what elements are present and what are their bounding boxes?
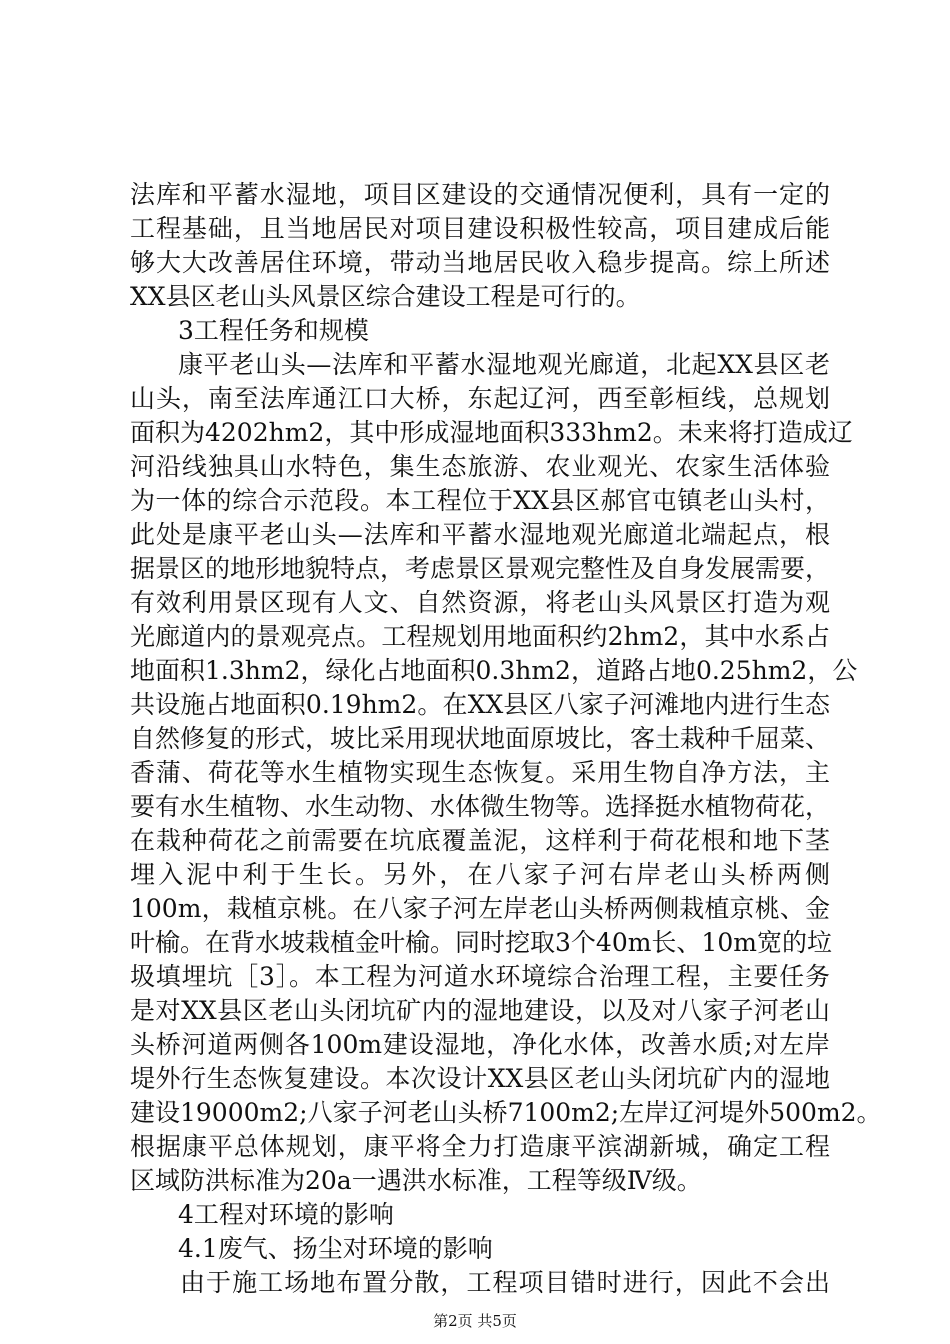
text-line: 圾填埋坑［3］。本工程为河道水环境综合治理工程，主要任务	[130, 962, 830, 991]
section-heading: 3工程任务和规模	[178, 316, 369, 345]
text-line: 在栽种荷花之前需要在坑底覆盖泥，这样利于荷花根和地下茎	[130, 826, 830, 855]
text-line: 光廊道内的景观亮点。工程规划用地面积约2hm2，其中水系占	[130, 622, 830, 651]
text-line: 面积为4202hm2，其中形成湿地面积333hm2。未来将打造成辽	[130, 418, 853, 447]
text-line: 据景区的地形地貌特点，考虑景区景观完整性及自身发展需要，	[130, 554, 831, 583]
text-line: 区域防洪标准为20a一遇洪水标准，工程等级Ⅳ级。	[130, 1166, 702, 1195]
text-line: 为一体的综合示范段。本工程位于XX县区郝官屯镇老山头村，	[130, 486, 830, 515]
text-line: 河沿线独具山水特色，集生态旅游、农业观光、农家生活体验	[130, 452, 830, 481]
text-line: XX县区老山头风景区综合建设工程是可行的。	[130, 282, 641, 311]
text-line: 法库和平蓄水湿地，项目区建设的交通情况便利，具有一定的	[130, 180, 830, 209]
text-line: 康平老山头—法库和平蓄水湿地观光廊道，北起XX县区老	[178, 350, 830, 379]
text-line: 要有水生植物、水生动物、水体微生物等。选择挺水植物荷花，	[130, 792, 831, 821]
text-line: 是对XX县区老山头闭坑矿内的湿地建设，以及对八家子河老山	[130, 996, 830, 1025]
text-line: 工程基础，且当地居民对项目建设积极性较高，项目建成后能	[130, 214, 830, 243]
text-line: 由于施工场地布置分散，工程项目错时进行，因此不会出	[180, 1268, 830, 1297]
text-line: 100m，栽植京桃。在八家子河左岸老山头桥两侧栽植京桃、金	[130, 894, 830, 923]
text-line: 埋入泥中利于生长。另外，在八家子河右岸老山头桥两侧	[130, 860, 830, 889]
text-line: 够大大改善居住环境，带动当地居民收入稳步提高。综上所述	[130, 248, 830, 277]
text-line: 共设施占地面积0.19hm2。在XX县区八家子河滩地内进行生态	[130, 690, 830, 719]
text-line: 地面积1.3hm2，绿化占地面积0.3hm2，道路占地0.25hm2，公	[130, 656, 858, 685]
text-line: 堤外行生态恢复建设。本次设计XX县区老山头闭坑矿内的湿地	[130, 1064, 830, 1093]
text-line: 有效利用景区现有人文、自然资源，将老山头风景区打造为观	[130, 588, 830, 617]
text-line: 香蒲、荷花等水生植物实现生态恢复。采用生物自净方法，主	[130, 758, 830, 787]
section-heading: 4工程对环境的影响	[178, 1200, 394, 1229]
page-footer: 第2页 共5页	[433, 1312, 517, 1330]
text-line: 头桥河道两侧各100m建设湿地，净化水体，改善水质;对左岸	[130, 1030, 830, 1059]
text-line: 此处是康平老山头—法库和平蓄水湿地观光廊道北端起点，根	[130, 520, 830, 549]
text-line: 建设19000m2;八家子河老山头桥7100m2;左岸辽河堤外500m2。	[130, 1098, 882, 1127]
text-line: 自然修复的形式，坡比采用现状地面原坡比，客土栽种千屈菜、	[130, 724, 831, 753]
text-line: 根据康平总体规划，康平将全力打造康平滨湖新城，确定工程	[130, 1132, 830, 1161]
text-line: 山头，南至法库通江口大桥，东起辽河，西至彰桓线，总规划	[130, 384, 830, 413]
subsection-heading: 4.1废气、扬尘对环境的影响	[178, 1234, 493, 1263]
text-line: 叶榆。在背水坡栽植金叶榆。同时挖取3个40m长、10m宽的垃	[130, 928, 832, 957]
